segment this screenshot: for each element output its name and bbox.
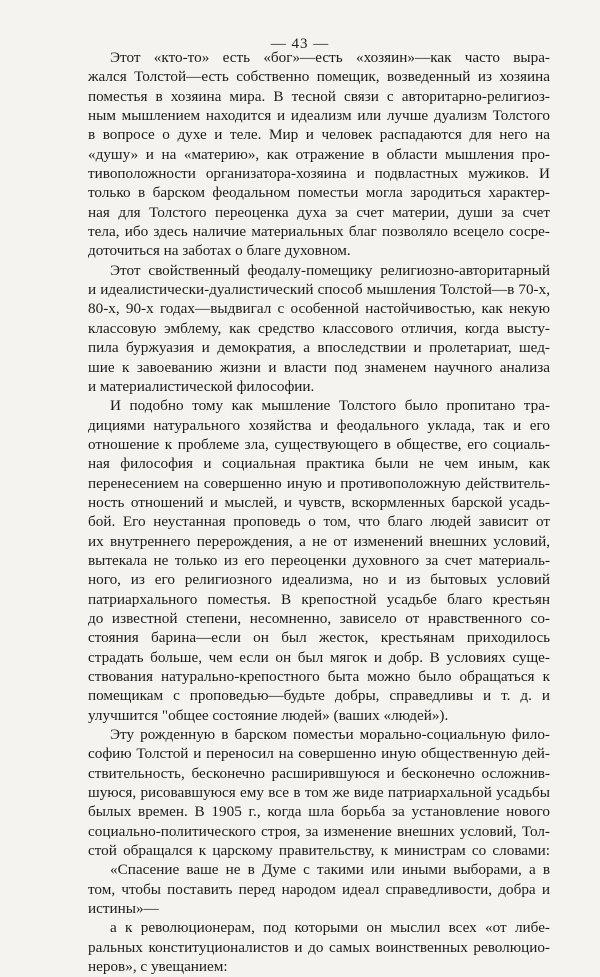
text-line: истины»—	[88, 900, 159, 918]
body-text	[88, 48, 550, 977]
text-line: шуюся, рисовавшуюся ему все в том же виде патриархальной усадьбы	[88, 784, 550, 802]
text-line: ного, из его религиозного идеализма, но и из бытовых условий	[88, 571, 550, 589]
text-line: пила буржуазия и демократия, а впоследствии и пролетариат, шед-	[88, 339, 550, 357]
text-line: тела, ибо здесь наличие материальных благ позволяло всецело сосре-	[88, 223, 550, 241]
text-line: Эту рожденную в барском поместьи морально-социальную фило-	[110, 726, 550, 744]
text-line: помещикам с проповедью—будьте добры, справедливы и т. д. и	[88, 687, 550, 705]
text-line: шие к завоеванию жизни и власти под знаменем научного анализа	[88, 358, 550, 376]
text-line: стояния барина—если он был жесток, крестьянам приходилось	[88, 629, 550, 647]
text-line: доточиться на заботах о благе духовном.	[88, 242, 351, 260]
text-line: и материалистической философии.	[88, 377, 315, 395]
text-line: их внутреннего перерождения, а не от изменений внешних условий,	[88, 532, 550, 550]
text-line: жался Толстой—есть собственно помещик, возведенный из хозяина	[88, 68, 550, 86]
text-line: «душу» и на «материю», как отражение в области мышления про-	[88, 145, 550, 163]
page-number: — 43 —	[270, 36, 330, 52]
text-line: неров», с увещанием:	[88, 958, 228, 976]
text-line: 80-х, 90-х годах—выдвигал с особенной настойчивостью, как некую	[88, 300, 550, 318]
text-line: том, чтобы поставить перед народом идеал справедливости, добра и	[88, 880, 550, 898]
text-line: только в барском феодальном поместьи могла зародиться характер-	[88, 184, 550, 202]
text-line: классовую эмблему, как средство классового отличия, когда высту-	[88, 319, 550, 337]
text-line: ствования натурально-крепостного быта можно было обращаться к	[88, 668, 550, 685]
text-line: бой. Его неустанная проповедь о том, что благо людей зависит от	[88, 513, 550, 531]
text-line: до известной степени, несомненно, зависело от нравственного со-	[88, 609, 550, 627]
text-line: Этот «кто-то» есть «бог»—есть «хозяин»—как часто выра-	[110, 49, 550, 66]
text-line: ная философия и социальная практика были не чем иным, как	[88, 455, 550, 473]
text-line: перенесением на совершенно иную и противоположную действитель-	[88, 474, 550, 492]
text-line: Этот свойственный феодалу-помещику религиозно-авторитарный	[110, 261, 550, 279]
text-line: стой обращался к царскому правительству, к министрам со словами:	[88, 842, 550, 860]
text-line: ным мышлением находится и идеализм или лучше дуализм Толстого	[88, 107, 550, 125]
text-line: а к революционерам, под которыми он мыслил всех «от либе-	[110, 919, 550, 937]
text-line: патриархального поместья. В крепостной усадьбе благо крестьян	[88, 590, 550, 608]
text-line: отношение к проблеме зла, существующего в обществе, его социаль-	[88, 435, 550, 453]
text-line: тивоположности организатора-хозяина и подвластных мужиков. И	[88, 165, 550, 183]
text-line: И подобно тому как мышление Толстого было пропитано тра-	[110, 397, 550, 415]
text-line: былых времен. В 1905 г., когда шла борьба за установление нового	[88, 803, 550, 821]
text-line: вытекала не только из его переоценки духовного за счет материаль-	[88, 551, 550, 569]
text-line: социально-политического строя, за изменение внешних условий, Тол-	[88, 822, 550, 840]
text-line: в вопросе о духе и теле. Мир и человек распадаются для него на	[88, 126, 550, 144]
text-line: ная для Толстого переоценка духа за счет материи, души за счет	[88, 203, 550, 221]
text-line: и идеалистически-дуалистический способ мышления Толстой—в 70-х,	[88, 281, 550, 299]
text-line: «Спасение ваше не в Думе с такими или иными выборами, а в	[110, 861, 550, 879]
text-line: улучшится "общее состояние людей» (ваших «людей»).	[88, 706, 449, 724]
text-line: софию Толстой и переносил на совершенно иную общественную дей-	[88, 745, 550, 763]
text-line: ральных конституционалистов и до самых воинственных революцио-	[88, 938, 550, 956]
text-line: ствительность, бесконечно расширившуюся и бесконечно осложнив-	[88, 764, 550, 782]
text-line: ность отношений и мыслей, и чувств, вскормленных барской усадь-	[88, 493, 550, 511]
text-line: страдать больше, чем если он был мягок и добр. В условиях суще-	[88, 648, 550, 666]
text-line: дициями натурального хозяйства и феодального уклада, так и его	[88, 416, 550, 434]
text-line: поместья в хозяина мира. В тесной связи с авторитарно-религиоз-	[88, 87, 550, 105]
